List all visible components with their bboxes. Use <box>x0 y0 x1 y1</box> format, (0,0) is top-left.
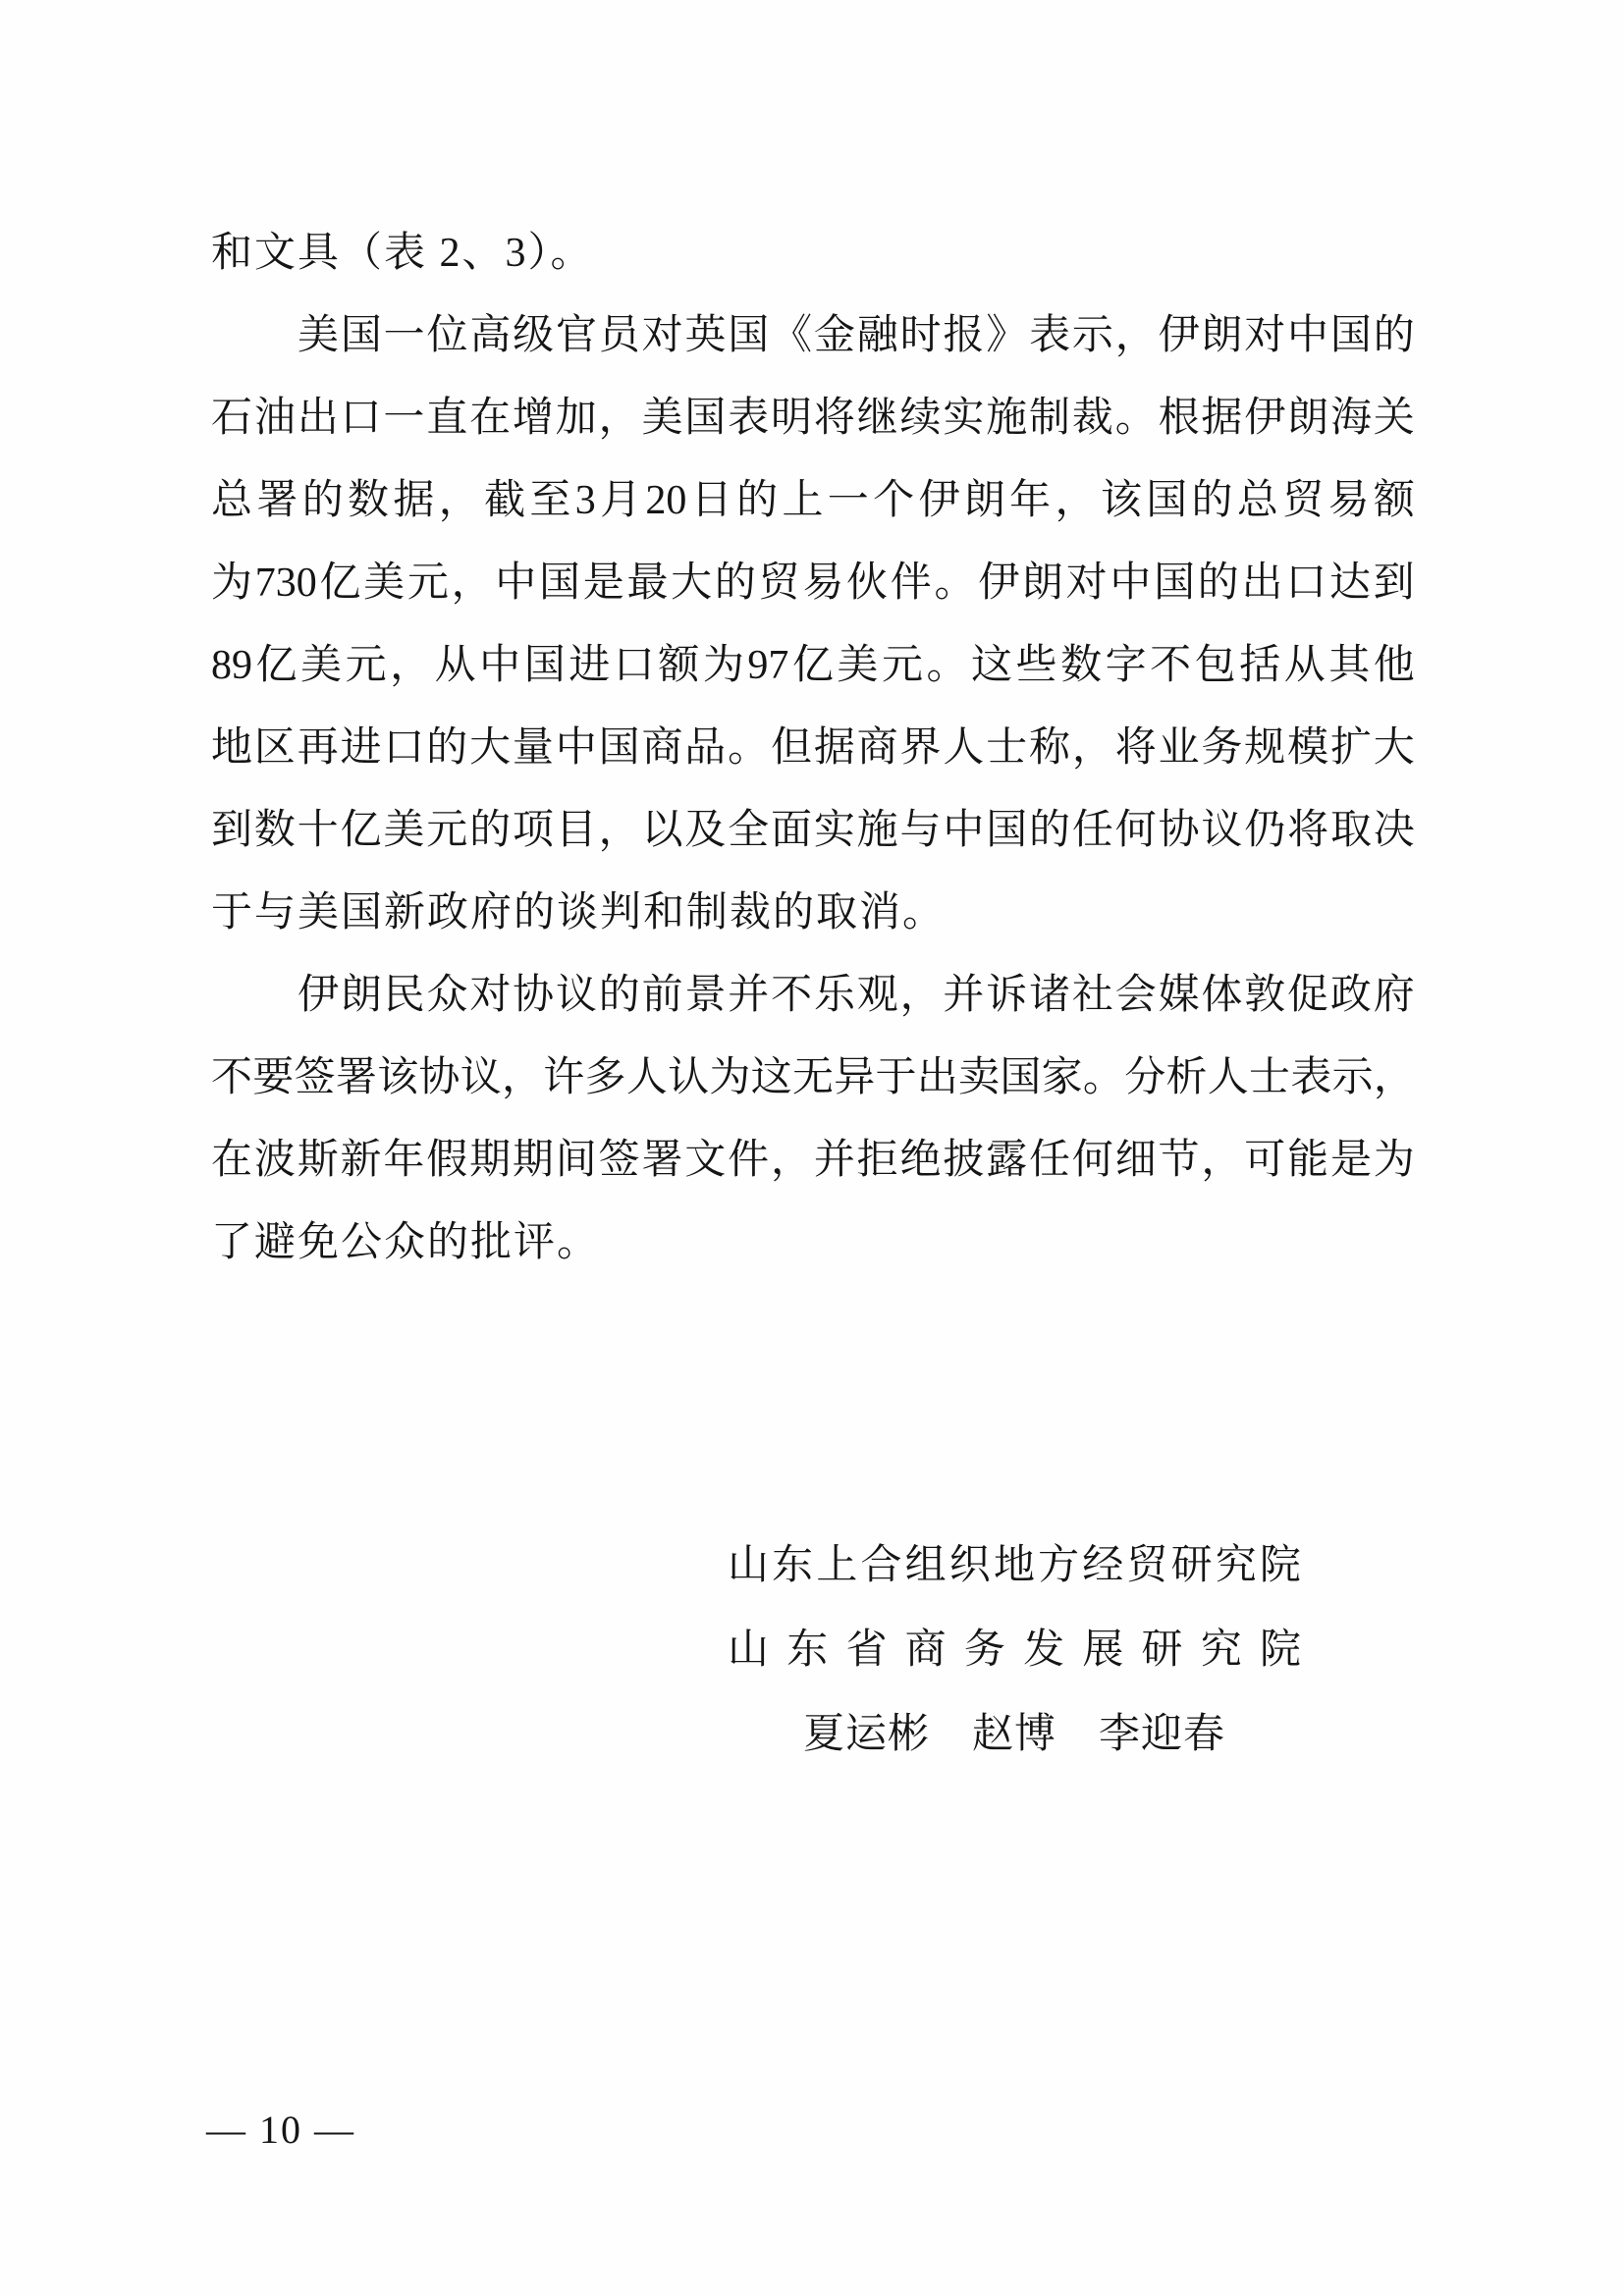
signature-authors: 夏运彬 赵博 李迎春 <box>802 1712 1225 1757</box>
document-body <box>211 212 1415 1284</box>
body-line: 伊 朗 民 众 对 协 议 的 前 景 并 不 乐 观 ， 并 诉 诸 社 会 媒 体 敦 促 政 府 <box>298 973 1415 1018</box>
body-line: 石 油 出 口 一 直 在 增 加 ， 美 国 表 明 将 继 续 实 施 制 裁 。 根 据 伊 朗 海 关 <box>211 396 1415 441</box>
body-line: 不 要 签 署 该 协 议 ， 许 多 人 认 为 这 无 异 于 出 卖 国 家 。 分 析 人 士 表 示 ， <box>211 1055 1415 1100</box>
signature-org-1: 山 东 上 合 组 织 地 方 经 贸 研 究 院 <box>728 1543 1301 1588</box>
body-line: 和文具（表 2、3）。 <box>211 231 594 276</box>
body-line: 总 署 的 数 据 ， 截 至 3 月 20 日 的 上 一 个 伊 朗 年 ， 该 国 的 总 贸 易 额 <box>211 478 1415 523</box>
body-line: 于与美国新政府的谈判和制裁的取消。 <box>211 890 947 935</box>
body-line: 了避免公众的批评。 <box>211 1220 601 1265</box>
body-line: 美 国 一 位 高 级 官 员 对 英 国 《 金 融 时 报 》 表 示 ， 伊 朗 对 中 国 的 <box>298 313 1415 358</box>
page-number: — 10 — <box>206 2108 355 2152</box>
signature-org-2: 山 东 省 商 务 发 展 研 究 院 <box>728 1628 1301 1673</box>
body-line: 地 区 再 进 口 的 大 量 中 国 商 品 。 但 据 商 界 人 士 称 ， 将 业 务 规 模 扩 大 <box>211 725 1415 771</box>
body-line: 在 波 斯 新 年 假 期 期 间 签 署 文 件 ， 并 拒 绝 披 露 任 何 细 节 ， 可 能 是 为 <box>211 1138 1415 1183</box>
signature-block <box>728 1523 1301 1777</box>
body-line: 为 730 亿 美 元 ， 中 国 是 最 大 的 贸 易 伙 伴 。 伊 朗 对 中 国 的 出 口 达 到 <box>211 561 1415 606</box>
body-line: 89 亿 美 元 ， 从 中 国 进 口 额 为 97 亿 美 元 。 这 些 数 字 不 包 括 从 其 他 <box>211 643 1415 688</box>
body-line: 到 数 十 亿 美 元 的 项 目 ， 以 及 全 面 实 施 与 中 国 的 任 何 协 议 仍 将 取 决 <box>211 808 1415 853</box>
